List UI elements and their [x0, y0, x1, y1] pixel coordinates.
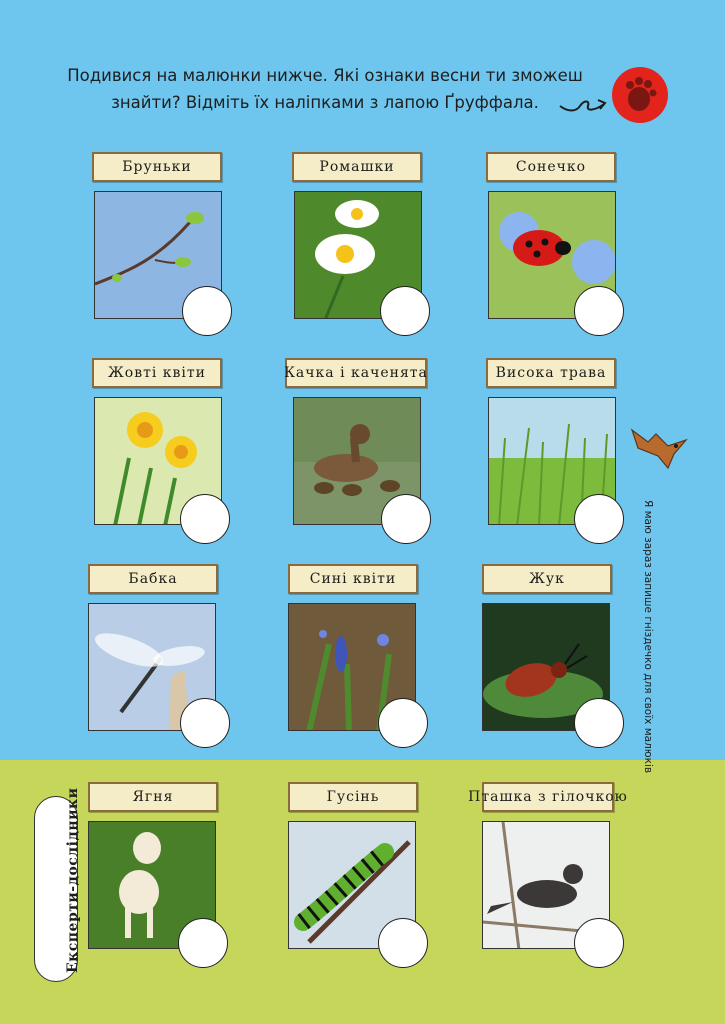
- card-dragonfly: [88, 564, 223, 748]
- card-label: Сині квіти: [288, 564, 418, 594]
- card-label: Ягня: [88, 782, 218, 812]
- card-buds: [92, 152, 227, 336]
- card-label: Гусінь: [288, 782, 418, 812]
- sticker-spot[interactable]: [380, 286, 430, 336]
- card-tall-grass: [486, 358, 621, 542]
- instruction-text: [40, 62, 610, 116]
- instruction-line-2: знайти? Відміть їх наліпками з лапою Ґруффала.: [111, 93, 539, 112]
- card-label: Висока трава: [486, 358, 616, 388]
- card-lamb: [88, 782, 223, 966]
- sticker-spot[interactable]: [180, 494, 230, 544]
- card-blue-flowers: [288, 564, 423, 748]
- card-beetle: [482, 564, 617, 748]
- card-ladybird: [486, 152, 621, 336]
- card-label: Качка і каченята: [285, 358, 427, 388]
- instruction-line-1: Подивися на малюнки нижче. Які ознаки весни ти зможеш: [67, 66, 583, 85]
- card-label: Жук: [482, 564, 612, 594]
- sticker-spot[interactable]: [574, 286, 624, 336]
- sticker-spot[interactable]: [574, 698, 624, 748]
- sticker-spot[interactable]: [574, 494, 624, 544]
- sticker-spot[interactable]: [574, 918, 624, 968]
- sticker-spot[interactable]: [178, 918, 228, 968]
- gruffalo-paw-icon: [612, 67, 668, 123]
- experts-badge: [34, 787, 81, 982]
- experts-badge-text: Експерти-дослідники: [65, 787, 81, 973]
- side-note: [636, 500, 656, 790]
- bird-icon: [628, 420, 692, 472]
- card-label: Бабка: [88, 564, 218, 594]
- card-label: Жовті квіти: [92, 358, 222, 388]
- card-label: Ромашки: [292, 152, 422, 182]
- sticker-spot[interactable]: [378, 698, 428, 748]
- sticker-spot[interactable]: [182, 286, 232, 336]
- side-note-text: Я маю зараз запише гніздечко для своїх малюків: [642, 500, 654, 774]
- card-label: Пташка з гілочкою: [482, 782, 614, 812]
- curly-arrow-icon: [558, 92, 608, 116]
- card-daisies: [292, 152, 427, 336]
- sticker-spot[interactable]: [381, 494, 431, 544]
- card-duck: [284, 358, 428, 542]
- card-yellow-flowers: [92, 358, 227, 542]
- sticker-spot[interactable]: [378, 918, 428, 968]
- card-label: Бруньки: [92, 152, 222, 182]
- card-label: Сонечко: [486, 152, 616, 182]
- sticker-spot[interactable]: [180, 698, 230, 748]
- card-bird-twig: [468, 782, 628, 966]
- card-caterpillar: [288, 782, 423, 966]
